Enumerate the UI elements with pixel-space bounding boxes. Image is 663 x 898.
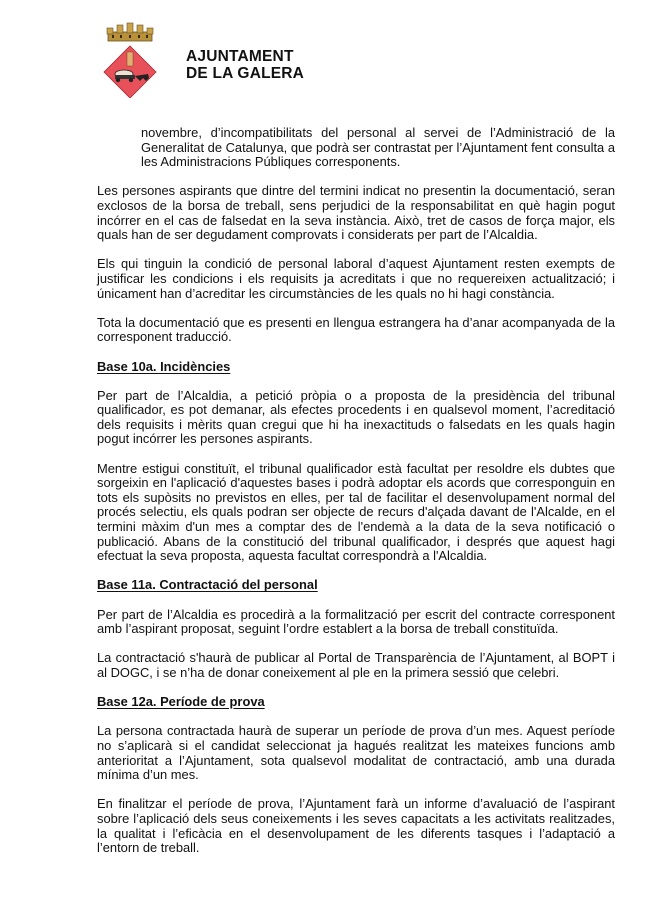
section-heading: Base 12a. Període de prova — [97, 694, 265, 710]
paragraph: Tota la documentació que es presenti en llengua estrangera ha d’anar acompanyada de la corresponent traducció. — [97, 314, 615, 345]
paragraph: Mentre estigui constituït, el tribunal qualificador està facultat per resoldre els dubtes que sorgeixin en l'aplicació d'aquestes bases i podrà adoptar els acords que corresponguin en tots els supòsits no previstos en elles, per tal de facilitar el desenvolupament normal del procés selectiu, els quals podran ser objecte de recurs d'alçada davant de l'Alcalde, en el termini màxim d'un mes a comptar des de l'endemà a la data de la seva notificació o publicació. Abans de la constitució del tribunal qualificador, i després que aquest hagi efectuat la seva proposta, aquesta facultat correspondrà a l'Alcaldia. — [97, 460, 615, 564]
paragraph: La contractació s'haurà de publicar al Portal de Transparència de l’Ajuntament, al BOPT i al DOGC, i se n’ha de donar coneixement al ple en la primera sessió que celebri. — [97, 650, 615, 680]
document-body — [97, 126, 615, 856]
municipal-coat-of-arms-icon — [102, 18, 158, 98]
letterhead — [0, 0, 663, 110]
section-base-12 — [97, 695, 615, 856]
org-name-line2: DE LA GALERA — [186, 65, 305, 82]
organization-name — [186, 48, 304, 82]
section-base-11 — [97, 578, 615, 680]
paragraph: Les persones aspirants que dintre del termini indicat no presentin la documentació, seran exclosos de la borsa de treball, sens perjudici de la responsabilitat en què hagin pogut incórrer en el cas de falsedat en la seva instància. Això, tret de casos de força major, els quals han de ser degudament comprovats i considerats per part de l’Alcaldia. — [97, 183, 615, 243]
section-heading: Base 10a. Incidències — [97, 358, 231, 374]
paragraph: En finalitzar el període de prova, l’Ajuntament farà un informe d’avaluació de l’aspirant sobre l’aplicació dels seus coneixements i les seves capacitats a les activitats realitzades, la qualitat i l’eficàcia en el desenvolupament de les diferents tasques i l’adaptació a l’entorn de treball. — [97, 796, 615, 856]
paragraph: Per part de l’Alcaldia es procedirà a la formalització per escrit del contracte corresponent amb l’aspirant proposat, seguint l’ordre establert a la borsa de treball constituïda. — [97, 606, 615, 637]
paragraph: La persona contractada haurà de superar un període de prova d’un mes. Aquest període no s’aplicarà si el candidat seleccionat ja hagués realitzat les mateixes funcions amb anterioritat a l’Ajuntament, sota qualsevol modalitat de contractació, amb una durada mínima d’un mes. — [97, 723, 615, 783]
paragraph: Els qui tinguin la condició de personal laboral d’aquest Ajuntament resten exempts de justificar les condicions i els requisits ja acreditats i que no requereixen actualització; i únicament han d’acreditar les circumstàncies de les quals no hi hagi constància. — [97, 256, 615, 301]
section-heading: Base 11a. Contractació del personal — [97, 577, 318, 593]
section-base-10 — [97, 360, 615, 564]
paragraph-continuation: novembre, d’incompatibilitats del personal al servei de l’Administració de la Generalitat de Catalunya, que podrà ser contrastat per l’Ajuntament fent consulta a les Administracions Públiques corresponents. — [141, 125, 615, 170]
org-name-line1: AJUNTAMENT — [186, 48, 294, 65]
paragraph: Per part de l’Alcaldia, a petició pròpia o a proposta de la presidència del tribunal qualificador, es pot demanar, als efectes procedents i en qualsevol moment, l’acreditació dels requisits i mèrits quan cregui que hi ha inexactituds o falsedats en les quals hagin pogut incórrer les persones aspirants. — [97, 387, 615, 447]
